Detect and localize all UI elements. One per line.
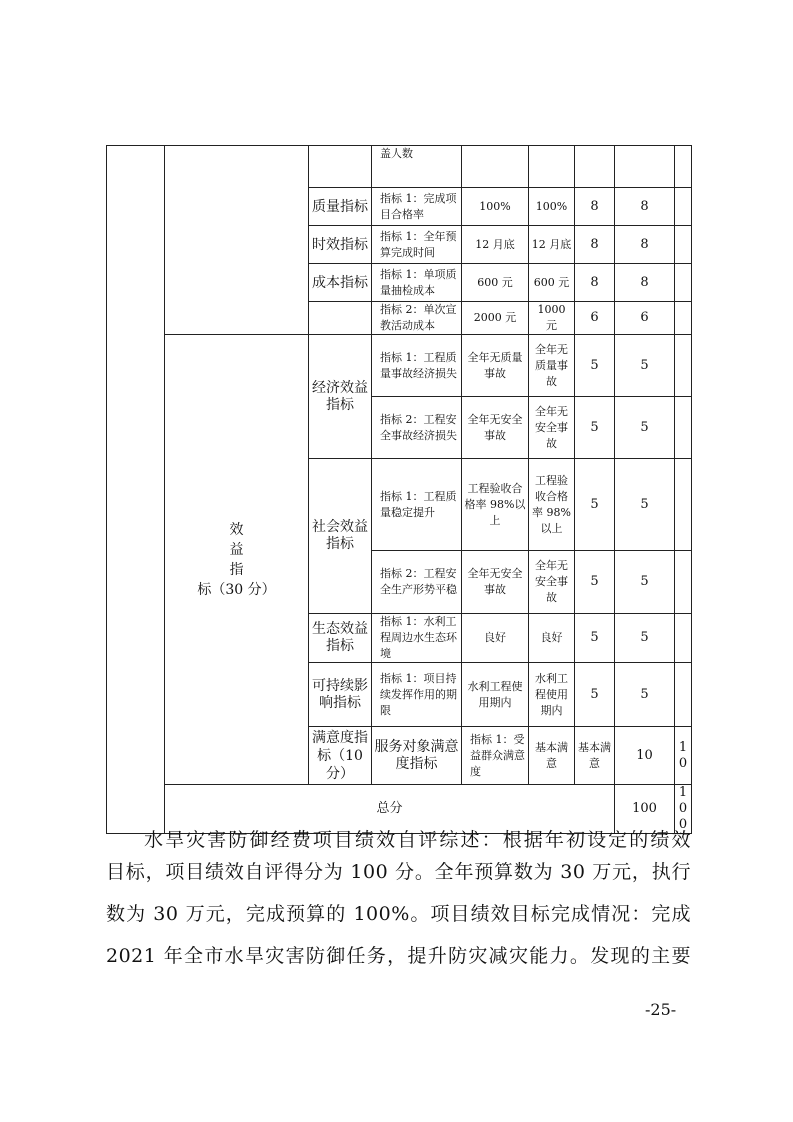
indicator-cell: 指标 2：单次宣教活动成本 [372,302,462,335]
indicator-cell: 指标 1：完成项目合格率 [372,188,462,226]
weight-cell: 5 [575,663,615,727]
weight-cell: 8 [575,226,615,264]
weight-cell: 5 [575,614,615,663]
level3-cell: 生态效益指标 [309,614,372,663]
target-cell: 基本满意 [529,727,575,785]
total-label: 总分 [165,785,615,834]
indicator-cell: 指标 2：工程安全事故经济损失 [372,397,462,459]
score-cell: 5 [615,663,675,727]
level3-cell [309,146,372,188]
target-cell: 工程验收合格率 98%以上 [462,459,529,551]
level2-output-cell [165,146,309,335]
target-cell: 良好 [462,614,529,663]
indicator-cell: 指标 1：全年预算完成时间 [372,226,462,264]
total-score: 100 [675,785,692,834]
table-row [107,146,692,188]
summary-line-1: 水旱灾害防御经费项目绩效自评综述：根据年初设定的绩效 [144,829,691,851]
weight-cell: 5 [575,335,615,397]
satisfaction-indicator-cell: 满意度指标（10 分） [309,727,372,785]
target-cell: 600 元 [462,264,529,302]
indicator-cell: 指标 1：水利工程周边水生态环境 [372,614,462,663]
level3-cell: 社会效益指标 [309,459,372,614]
indicator-cell: 指标 1：工程质量事故经济损失 [372,335,462,397]
level3-cell: 可持续影响指标 [309,663,372,727]
weight-cell: 6 [575,302,615,335]
score-cell: 6 [615,302,675,335]
target-cell: 12 月底 [462,226,529,264]
actual-cell: 全年无质量事故 [529,335,575,397]
score-cell: 8 [615,226,675,264]
actual-cell: 600 元 [529,264,575,302]
level3-cell: 质量指标 [309,188,372,226]
total-weight: 100 [615,785,675,834]
score-cell: 5 [615,459,675,551]
actual-cell: 100% [529,188,575,226]
indicator-cell: 指标 2：工程安全生产形势平稳 [372,551,462,614]
score-cell: 5 [615,335,675,397]
score-cell: 8 [615,188,675,226]
actual-cell: 良好 [529,614,575,663]
weight-cell: 10 [615,727,675,785]
weight-cell: 5 [575,397,615,459]
target-cell: 全年无安全事故 [462,397,529,459]
indicator-cell: 指标 1：项目持续发挥作用的期限 [372,663,462,727]
weight-cell: 8 [575,188,615,226]
target-cell: 水利工程使用期内 [462,663,529,727]
page-number: -25- [645,1000,677,1019]
score-cell: 5 [615,614,675,663]
indicator-cell: 盖人数 [372,146,462,188]
actual-cell: 全年无安全事故 [529,551,575,614]
score-cell: 8 [615,264,675,302]
indicator-cell: 指标 1：工程质量稳定提升 [372,459,462,551]
score-cell: 5 [615,397,675,459]
actual-cell: 工程验收合格率 98%以上 [529,459,575,551]
target-cell: 全年无安全事故 [462,551,529,614]
summary-line-2: 目标，项目绩效自评得分为 100 分。全年预算数为 30 万元，执行 [106,861,691,883]
level3-cell: 成本指标 [309,264,372,302]
level3-cell: 经济效益指标 [309,335,372,459]
actual-cell: 全年无安全事故 [529,397,575,459]
target-cell: 100% [462,188,529,226]
performance-table [106,145,692,834]
level3-cell [309,302,372,335]
score-cell: 10 [675,727,692,785]
actual-cell: 水利工程使用期内 [529,663,575,727]
weight-cell: 5 [575,459,615,551]
score-cell: 5 [615,551,675,614]
level3-cell: 时效指标 [309,226,372,264]
target-cell: 2000 元 [462,302,529,335]
weight-cell: 5 [575,551,615,614]
summary-line-4: 2021 年全市水旱灾害防御任务，提升防灾减灾能力。发现的主要 [106,945,691,967]
actual-cell: 1000 元 [529,302,575,335]
level3-cell: 服务对象满意度指标 [372,727,462,785]
target-cell: 全年无质量事故 [462,335,529,397]
indicator-cell: 指标 1：单项质量抽检成本 [372,264,462,302]
indicator-cell: 指标 1：受益群众满意度 [462,727,529,785]
level1-cell [107,146,165,834]
actual-cell: 12 月底 [529,226,575,264]
weight-cell: 8 [575,264,615,302]
summary-line-3: 数为 30 万元，完成预算的 100%。项目绩效目标完成情况：完成 [106,903,691,925]
actual-cell: 基本满意 [575,727,615,785]
benefit-indicator-cell: 效 益 指 标（30 分） [165,335,309,785]
table-row [107,335,692,397]
